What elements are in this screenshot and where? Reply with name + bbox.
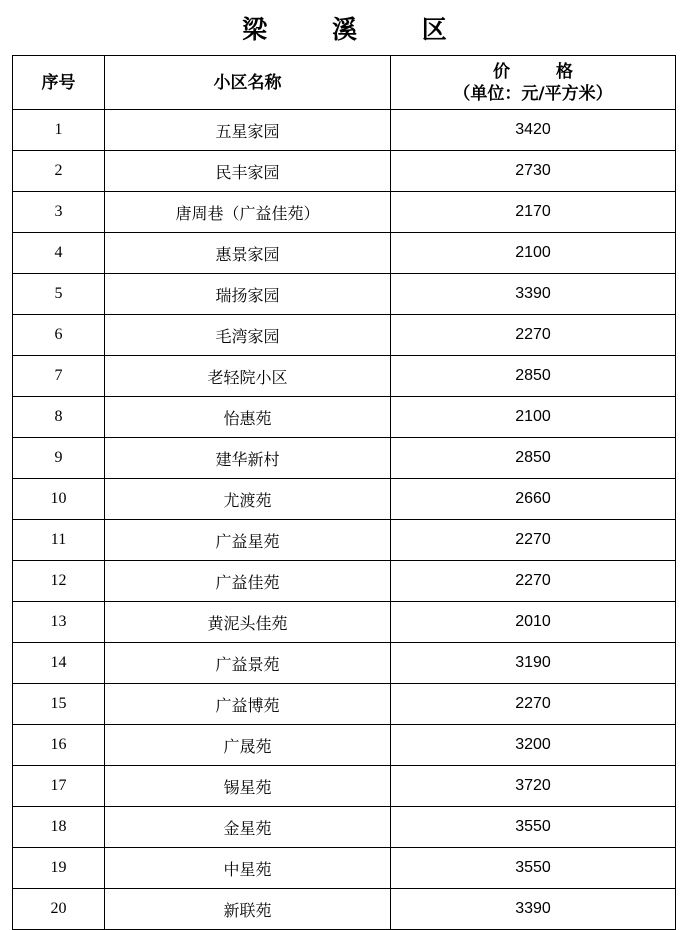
cell-seq: 3 — [13, 192, 105, 233]
cell-seq: 20 — [13, 889, 105, 930]
cell-price: 2010 — [391, 602, 676, 643]
cell-price: 3550 — [391, 807, 676, 848]
cell-community-name: 新联苑 — [105, 889, 391, 930]
table-row — [13, 848, 676, 889]
cell-community-name: 毛湾家园 — [105, 315, 391, 356]
table-row — [13, 602, 676, 643]
table-row — [13, 315, 676, 356]
cell-seq: 8 — [13, 397, 105, 438]
cell-community-name: 怡惠苑 — [105, 397, 391, 438]
cell-seq: 1 — [13, 110, 105, 151]
table-row — [13, 274, 676, 315]
price-table — [12, 55, 676, 930]
cell-price: 2660 — [391, 479, 676, 520]
cell-community-name: 广益博苑 — [105, 684, 391, 725]
header-price-unit: （单位：元/平方米） — [453, 83, 613, 104]
table-row — [13, 520, 676, 561]
cell-seq: 12 — [13, 561, 105, 602]
cell-community-name: 老轻院小区 — [105, 356, 391, 397]
cell-price: 2270 — [391, 561, 676, 602]
cell-price: 2100 — [391, 397, 676, 438]
table-row — [13, 356, 676, 397]
table-row — [13, 479, 676, 520]
table-row — [13, 192, 676, 233]
cell-community-name: 民丰家园 — [105, 151, 391, 192]
cell-price: 2100 — [391, 233, 676, 274]
cell-seq: 7 — [13, 356, 105, 397]
cell-community-name: 广晟苑 — [105, 725, 391, 766]
table-row — [13, 684, 676, 725]
cell-community-name: 瑞扬家园 — [105, 274, 391, 315]
cell-price: 3200 — [391, 725, 676, 766]
cell-price: 2270 — [391, 520, 676, 561]
table-row — [13, 807, 676, 848]
cell-seq: 18 — [13, 807, 105, 848]
table-row — [13, 643, 676, 684]
cell-community-name: 广益星苑 — [105, 520, 391, 561]
cell-community-name: 五星家园 — [105, 110, 391, 151]
cell-price: 3420 — [391, 110, 676, 151]
cell-price: 2170 — [391, 192, 676, 233]
cell-community-name: 建华新村 — [105, 438, 391, 479]
cell-seq: 6 — [13, 315, 105, 356]
table-row — [13, 151, 676, 192]
table-row — [13, 438, 676, 479]
cell-community-name: 广益景苑 — [105, 643, 391, 684]
cell-seq: 13 — [13, 602, 105, 643]
table-row — [13, 397, 676, 438]
cell-price: 2730 — [391, 151, 676, 192]
cell-community-name: 惠景家园 — [105, 233, 391, 274]
cell-price: 3390 — [391, 889, 676, 930]
cell-community-name: 广益佳苑 — [105, 561, 391, 602]
cell-seq: 14 — [13, 643, 105, 684]
cell-community-name: 锡星苑 — [105, 766, 391, 807]
cell-community-name: 黄泥头佳苑 — [105, 602, 391, 643]
cell-seq: 15 — [13, 684, 105, 725]
table-row — [13, 889, 676, 930]
cell-price: 2850 — [391, 438, 676, 479]
cell-price: 2270 — [391, 684, 676, 725]
cell-seq: 11 — [13, 520, 105, 561]
cell-seq: 2 — [13, 151, 105, 192]
cell-seq: 17 — [13, 766, 105, 807]
header-seq: 序号 — [13, 56, 105, 110]
cell-seq: 16 — [13, 725, 105, 766]
cell-seq: 19 — [13, 848, 105, 889]
cell-seq: 10 — [13, 479, 105, 520]
cell-price: 2850 — [391, 356, 676, 397]
table-row — [13, 725, 676, 766]
table-body — [13, 110, 676, 930]
cell-community-name: 金星苑 — [105, 807, 391, 848]
cell-price: 3190 — [391, 643, 676, 684]
header-price — [391, 56, 676, 110]
table-row — [13, 233, 676, 274]
cell-price: 3390 — [391, 274, 676, 315]
cell-community-name: 中星苑 — [105, 848, 391, 889]
table-header-row — [13, 56, 676, 110]
cell-seq: 5 — [13, 274, 105, 315]
cell-price: 3550 — [391, 848, 676, 889]
cell-seq: 9 — [13, 438, 105, 479]
table-row — [13, 110, 676, 151]
header-name: 小区名称 — [105, 56, 391, 110]
table-row — [13, 766, 676, 807]
cell-community-name: 尤渡苑 — [105, 479, 391, 520]
cell-price: 3720 — [391, 766, 676, 807]
cell-community-name: 唐周巷（广益佳苑） — [105, 192, 391, 233]
cell-seq: 4 — [13, 233, 105, 274]
table-row — [13, 561, 676, 602]
header-price-label: 价 格 — [493, 61, 593, 82]
cell-price: 2270 — [391, 315, 676, 356]
page-title: 梁 溪 区 — [242, 15, 475, 44]
